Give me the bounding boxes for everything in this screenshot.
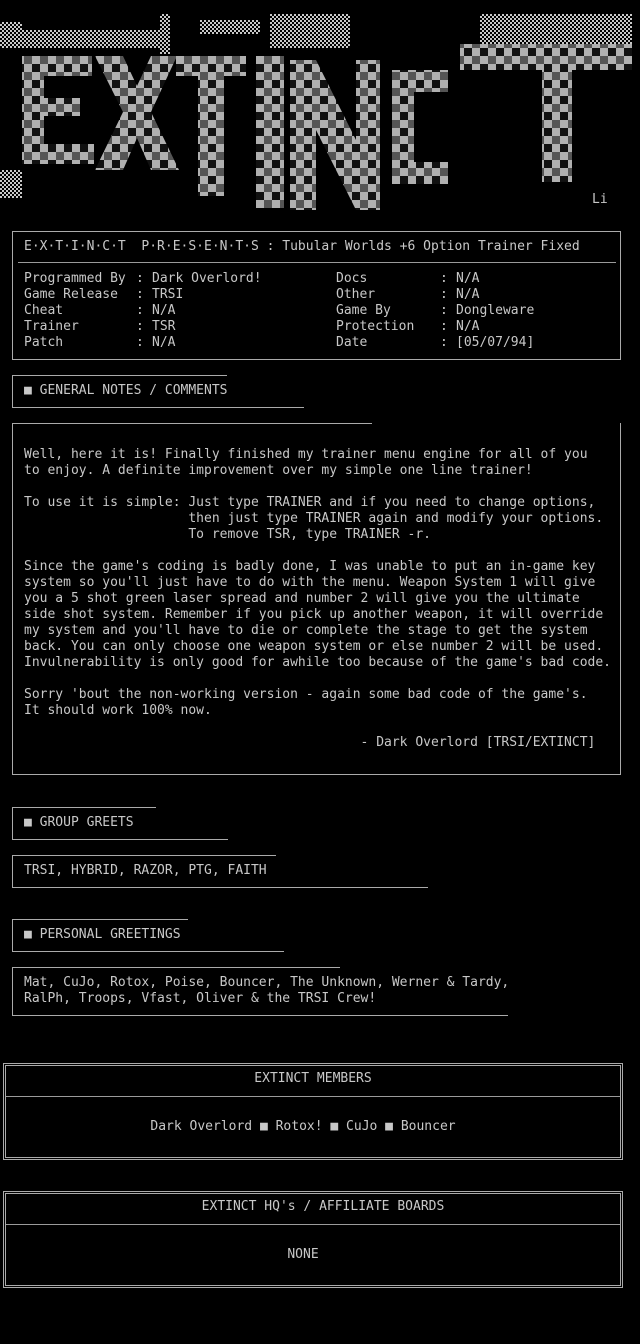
greets-text: TRSI, HYBRID, RAZOR, PTG, FAITH (24, 863, 267, 878)
personal-line: Mat, CuJo, Rotox, Poise, Bouncer, The Unknown, Werner & Tardy, (24, 975, 510, 990)
field-value: N/A (456, 271, 480, 286)
field-label: Game Release (24, 287, 118, 302)
field-label: Programmed By (24, 271, 126, 286)
notes-line: my system and you'll have to die or complete the stage to get the system (24, 623, 588, 638)
field-colon: : (440, 303, 448, 318)
notes-line: It should work 100% now. (24, 703, 212, 718)
field-label: Protection (336, 319, 415, 334)
notes-line: Well, here it is! Finally finished my trainer menu engine for all of you (24, 447, 588, 462)
field-value: N/A (456, 319, 480, 334)
boards-text: NONE (287, 1247, 319, 1262)
field-value: Dark Overlord! (152, 271, 262, 286)
field-label: Other (336, 287, 376, 302)
members-heading: EXTINCT MEMBERS (254, 1071, 372, 1086)
extinct-logo (0, 0, 640, 215)
field-colon: : (136, 335, 144, 350)
notes-line: side shot system. Remember if you pick up another weapon, it will override (24, 607, 604, 622)
notes-line: to enjoy. A definite improvement over my simple one line trainer! (24, 463, 533, 478)
release-title: E·X·T·I·N·C·T P·R·E·S·E·N·T·S : Tubular Worlds +6 Option Trainer Fixed (24, 239, 580, 254)
field-value: TRSI (152, 287, 184, 302)
field-colon: : (136, 271, 144, 286)
header-divider (18, 262, 616, 263)
field-label: Game By (336, 303, 391, 318)
notes-line: Since the game's coding is badly done, I was unable to put an in-game key (24, 559, 596, 574)
field-value: N/A (152, 303, 176, 318)
boards-heading: EXTINCT HQ's / AFFILIATE BOARDS (201, 1199, 445, 1214)
field-label: Date (336, 335, 368, 350)
logo-tag: Li (592, 192, 608, 207)
notes-line: you a 5 shot green laser spread and number 2 will give you the ultimate (24, 591, 580, 606)
notes-heading: ■ GENERAL NOTES / COMMENTS (24, 383, 228, 398)
field-value: N/A (456, 287, 480, 302)
field-value: N/A (152, 335, 176, 350)
field-value: TSR (152, 319, 176, 334)
notes-line: back. You can only choose one weapon system or else number 2 will be used. (24, 639, 604, 654)
members-divider (6, 1096, 620, 1097)
field-label: Docs (336, 271, 368, 286)
greets-heading: ■ GROUP GREETS (24, 815, 134, 830)
notes-line: then just type TRAINER again and modify your options. (24, 511, 604, 526)
boards-divider (6, 1224, 620, 1225)
field-label: Patch (24, 335, 64, 350)
notes-line: Sorry 'bout the non-working version - again some bad code of the game's. (24, 687, 588, 702)
notes-line: To remove TSR, type TRAINER -r. (24, 527, 431, 542)
field-colon: : (136, 303, 144, 318)
field-colon: : (440, 287, 448, 302)
field-value: [05/07/94] (456, 335, 535, 350)
field-colon: : (136, 287, 144, 302)
field-colon: : (136, 319, 144, 334)
notes-line: To use it is simple: Just type TRAINER and if you need to change options, (24, 495, 596, 510)
notes-line: system so you'll just have to do with the menu. Weapon System 1 will give (24, 575, 596, 590)
notes-line: Invulnerability is only good for awhile too because of the game's bad code. (24, 655, 611, 670)
field-colon: : (440, 271, 448, 286)
field-value: Dongleware (456, 303, 535, 318)
notes-signature: - Dark Overlord [TRSI/EXTINCT] (24, 735, 596, 750)
personal-heading: ■ PERSONAL GREETINGS (24, 927, 181, 942)
field-label: Trainer (24, 319, 79, 334)
field-label: Cheat (24, 303, 64, 318)
field-colon: : (440, 335, 448, 350)
personal-line: RalPh, Troops, Vfast, Oliver & the TRSI Crew! (24, 991, 377, 1006)
field-colon: : (440, 319, 448, 334)
members-list: Dark Overlord ■ Rotox! ■ CuJo ■ Bouncer (150, 1119, 456, 1134)
